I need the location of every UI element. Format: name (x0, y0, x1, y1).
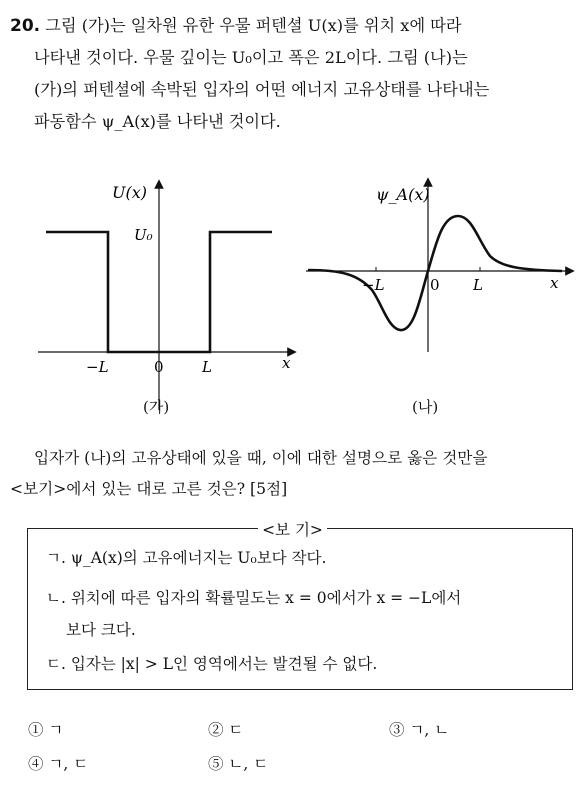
figure-b-caption: (나) (412, 398, 439, 416)
figure-b-tick-zero: 0 (430, 276, 440, 294)
question-stem (10, 10, 576, 138)
figure-b-tick-neg-L: −L (362, 276, 385, 294)
figure-a-ylabel: U(x) (112, 183, 147, 202)
question-line-4: 파동함수 ψ_A(x)를 나타낸 것이다. (34, 112, 281, 131)
bogi-item-1: ㄱ. ψ_A(x)의 고유에너지는 U₀보다 작다. (46, 549, 327, 567)
figure-b-xlabel: x (550, 274, 559, 292)
figure-b-psi-curve (308, 216, 562, 330)
bogi-item-2-cont: 보다 크다. (66, 621, 136, 639)
figure-b-tick-L: L (473, 276, 483, 294)
bogi-title-row (0, 518, 585, 540)
figure-a-tick-zero: 0 (154, 358, 164, 376)
prompt-line-2: <보기>에서 있는 대로 고른 것은? [5점] (10, 480, 288, 498)
bogi-item-2: ㄴ. 위치에 따른 입자의 확률밀도는 x = 0에서가 x = −L에서 (46, 589, 462, 607)
question-number: 20. (10, 16, 41, 36)
figure-a-potential-well (30, 170, 300, 420)
question-line-2: 나타낸 것이다. 우물 깊이는 U₀이고 폭은 2L이다. 그림 (나)는 (34, 48, 468, 67)
figure-a-caption: (가) (143, 398, 170, 416)
question-line-1 (10, 10, 576, 42)
prompt-line-1: 입자가 (나)의 고유상태에 있을 때, 이에 대한 설명으로 옳은 것만을 (34, 449, 488, 467)
question-prompt (10, 443, 576, 505)
figure-b-wavefunction (300, 170, 575, 360)
bogi-title: <보 기> (258, 521, 327, 539)
figure-a-tick-neg-L: −L (86, 358, 109, 376)
figure-a-level-label: U₀ (134, 226, 153, 244)
figure-a-xlabel: x (282, 354, 291, 372)
figure-a-tick-L: L (202, 358, 212, 376)
question-text-1: 그림 (가)는 일차원 유한 우물 퍼텐셜 U(x)를 위치 x에 따라 (45, 16, 462, 35)
bogi-box (27, 528, 573, 690)
figure-b-ylabel: ψ_A(x) (376, 185, 430, 204)
bogi-item-3: ㄷ. 입자는 |x| > L인 영역에서는 발견될 수 없다. (46, 655, 378, 673)
choice-1[interactable]: ① ㄱ (28, 721, 64, 739)
choice-3[interactable]: ③ ㄱ, ㄴ (389, 721, 450, 739)
choice-5[interactable]: ⑤ ㄴ, ㄷ (208, 755, 269, 773)
question-line-3: (가)의 퍼텐셜에 속박된 입자의 어떤 에너지 고유상태를 나타내는 (34, 80, 490, 99)
choice-4[interactable]: ④ ㄱ, ㄷ (28, 755, 89, 773)
choice-2[interactable]: ② ㄷ (208, 721, 244, 739)
